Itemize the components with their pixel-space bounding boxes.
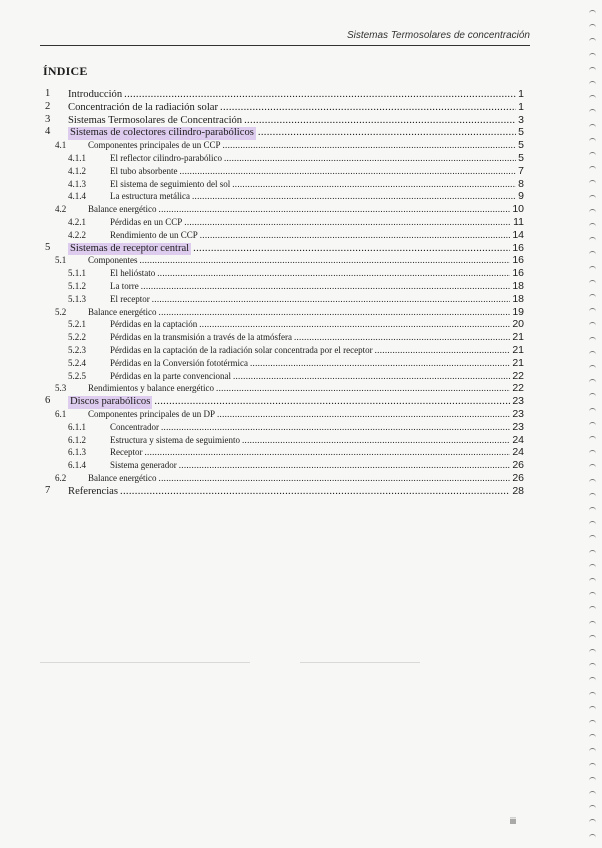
toc-entry-line [68, 114, 524, 128]
binding-hole [589, 507, 596, 511]
toc-entry-line [68, 485, 524, 499]
toc-entry-line [110, 357, 524, 370]
toc-entry-number: 4.2.1 [68, 216, 86, 227]
toc-entry-page: 23 [512, 407, 524, 420]
binding-hole [589, 791, 596, 795]
toc-dot-leader [242, 434, 510, 447]
toc-entry-number: 7 [45, 484, 51, 496]
binding-hole [589, 422, 596, 426]
toc-entry [0, 165, 602, 178]
toc-entry-line [110, 152, 524, 165]
toc-entry [0, 318, 602, 331]
toc-entry-line [88, 254, 524, 267]
toc-dot-leader [120, 486, 510, 499]
binding-hole [589, 748, 596, 752]
toc-entry-title: Pérdidas en la captación [110, 319, 198, 330]
toc-entry-line [110, 434, 524, 447]
binding-hole [589, 109, 596, 113]
binding-hole [589, 550, 596, 554]
toc-entry-title: Balance energético [88, 472, 157, 483]
toc-dot-leader [144, 446, 510, 459]
toc-entry-page: 5 [518, 139, 524, 152]
toc-entry-title: Componentes principales de un CCP [88, 140, 221, 151]
toc-dot-leader [179, 165, 516, 178]
toc-entry-line [68, 101, 524, 115]
toc-entry-title: Balance energético [88, 204, 157, 215]
binding-hole [589, 138, 596, 142]
toc-entry [0, 229, 602, 242]
toc-entry-number: 6.1.3 [68, 447, 86, 458]
toc-entry-page: 24 [512, 446, 524, 459]
binding-hole [589, 393, 596, 397]
toc-entry-number: 6.1 [55, 408, 67, 419]
toc-entry [0, 267, 602, 280]
toc-entry-line [68, 126, 524, 140]
binding-hole [589, 464, 596, 468]
toc-entry [0, 306, 602, 319]
binding-hole [589, 493, 596, 497]
toc-entry-page: 21 [512, 331, 524, 344]
toc-entry-page: 24 [512, 433, 524, 446]
binding-hole [589, 734, 596, 738]
toc-entry-line [110, 293, 524, 306]
toc-dot-leader [192, 190, 516, 203]
toc-dot-leader [233, 370, 510, 383]
toc-entry-line [88, 306, 524, 319]
binding-hole [589, 720, 596, 724]
toc-entry-title: Pérdidas en la captación de la radiación solar concentrada por el receptor [110, 344, 373, 355]
toc-dot-leader [294, 331, 510, 344]
toc-entry-title: Discos parabólicos [70, 396, 151, 408]
toc-entry [0, 408, 602, 421]
toc-entry-number: 1 [45, 88, 51, 99]
toc-entry-number: 5.1.1 [68, 268, 86, 279]
toc-entry-page: 18 [512, 292, 524, 305]
toc-entry-line [88, 472, 524, 485]
toc-entry-line [88, 382, 524, 395]
binding-hole [589, 266, 596, 270]
toc-entry-number: 5.3 [55, 383, 67, 394]
toc-entry [0, 293, 602, 306]
toc-entry-line [110, 216, 524, 229]
binding-hole [589, 663, 596, 667]
toc-entry-line [110, 178, 524, 191]
binding-hole [589, 649, 596, 653]
toc-entry-page: 23 [512, 420, 524, 433]
toc-entry-number: 4.1.2 [68, 165, 86, 176]
toc-entry-number: 5.2 [55, 306, 67, 317]
toc-entry [0, 88, 602, 101]
binding-hole [589, 180, 596, 184]
toc-entry-line [68, 242, 524, 256]
toc-entry [0, 280, 602, 293]
binding-hole [589, 819, 596, 823]
toc-entry-page: 5 [518, 151, 524, 164]
binding-hole [589, 280, 596, 284]
toc-entry-number: 3 [45, 113, 51, 125]
toc-entry-title: Pérdidas en la parte convencional [110, 370, 231, 381]
toc-entry-page: 9 [518, 190, 524, 203]
binding-hole [589, 677, 596, 681]
toc-entry-title: Receptor [110, 447, 143, 458]
binding-hole [589, 166, 596, 170]
toc-entry [0, 382, 602, 395]
toc-entry-number: 5.2.1 [68, 319, 86, 330]
binding-hole [589, 521, 596, 525]
toc-dot-leader [159, 472, 511, 485]
toc-entry-number: 5.1.3 [68, 293, 86, 304]
binding-hole [589, 805, 596, 809]
binding-hole [589, 251, 596, 255]
binding-hole [589, 152, 596, 156]
binding-hole [589, 351, 596, 355]
binding-hole [589, 209, 596, 213]
toc-entry [0, 242, 602, 255]
toc-entry-page: 16 [512, 241, 524, 254]
toc-entry-line [110, 165, 524, 178]
toc-heading: ÍNDICE [43, 64, 88, 78]
binding-hole [589, 592, 596, 596]
toc-dot-leader [223, 139, 517, 152]
binding-hole [589, 53, 596, 57]
toc-entry-number: 6.1.1 [68, 421, 86, 432]
toc-entry-number: 5.2.4 [68, 357, 86, 368]
toc-entry [0, 216, 602, 229]
binding-hole [589, 635, 596, 639]
toc-entry-page: 5 [518, 126, 524, 139]
binding-hole [589, 81, 596, 85]
toc-entry-page: 20 [512, 318, 524, 331]
toc-entry-page: 16 [512, 254, 524, 267]
binding-hole [589, 479, 596, 483]
toc-entry-page: 28 [512, 484, 524, 497]
toc-entry-page: 23 [512, 395, 524, 408]
toc-entry-line [110, 421, 524, 434]
toc-entry-line [88, 139, 524, 152]
toc-entry [0, 434, 602, 447]
toc-entry-line [68, 395, 524, 409]
binding-hole [589, 223, 596, 227]
binding-hole [589, 195, 596, 199]
toc-entry [0, 344, 602, 357]
toc-dot-leader [157, 267, 510, 280]
toc-entry-page: 7 [518, 164, 524, 177]
binding-hole [589, 10, 596, 14]
toc-entry [0, 126, 602, 139]
binding-hole [589, 95, 596, 99]
toc-dot-leader [141, 280, 511, 293]
binding-hole [589, 322, 596, 326]
page-number: iii [510, 816, 516, 826]
toc-entry-line [110, 344, 524, 357]
toc-entry-title: El reflector cilindro-parabólico [110, 152, 222, 163]
toc-entry-page: 22 [512, 382, 524, 395]
toc-entry-number: 4.1 [55, 140, 67, 151]
running-header: Sistemas Termosolares de concentración [346, 30, 530, 41]
toc-entry-title: Rendimiento de un CCP [110, 229, 198, 240]
toc-dot-leader [217, 408, 510, 421]
toc-entry-page: 8 [518, 177, 524, 190]
toc-dot-leader [140, 254, 511, 267]
toc-entry-title: El helióstato [110, 268, 156, 279]
toc-entry-number: 5.2.2 [68, 332, 86, 343]
toc-dot-leader [199, 318, 510, 331]
toc-dot-leader [152, 293, 511, 306]
toc-entry [0, 459, 602, 472]
toc-entry-page: 26 [512, 471, 524, 484]
toc-entry-title: Concentración de la radiación solar [68, 101, 219, 113]
spiral-binding [586, 10, 596, 848]
toc-entry-line [110, 318, 524, 331]
toc-entry [0, 101, 602, 114]
binding-hole [589, 763, 596, 767]
toc-entry-number: 4.1.1 [68, 152, 86, 163]
toc-entry-page: 1 [518, 100, 524, 113]
binding-hole [589, 408, 596, 412]
toc-entry-title: Sistemas de colectores cilindro-parabólicos [70, 127, 254, 139]
binding-hole [589, 692, 596, 696]
toc-entry [0, 370, 602, 383]
toc-entry-line [110, 267, 524, 280]
toc-entry-line [110, 190, 524, 203]
toc-entry-number: 4.2 [55, 204, 67, 215]
binding-hole [589, 578, 596, 582]
toc-entry [0, 485, 602, 498]
toc-entry-title: Pérdidas en la Conversión fototérmica [110, 357, 248, 368]
toc-entry-line [88, 203, 524, 216]
binding-hole [589, 436, 596, 440]
toc-dot-leader [232, 178, 516, 191]
toc-entry-line [110, 229, 524, 242]
toc-dot-leader [200, 229, 511, 242]
toc-dot-leader [159, 203, 511, 216]
toc-entry-number: 5.1.2 [68, 280, 86, 291]
binding-hole [589, 535, 596, 539]
toc-entry [0, 190, 602, 203]
toc-entry-title: Concentrador [110, 421, 159, 432]
toc-entry-title: Componentes principales de un DP [88, 408, 215, 419]
toc-entry-title: Introducción [68, 89, 123, 100]
binding-hole [589, 308, 596, 312]
binding-hole [589, 24, 596, 28]
toc-entry-title: El tubo absorbente [110, 165, 178, 176]
binding-hole [589, 38, 596, 42]
toc-entry-title: Pérdidas en un CCP [110, 216, 183, 227]
toc-entry-line [88, 408, 524, 421]
binding-hole [589, 706, 596, 710]
toc-entry [0, 446, 602, 459]
toc-entry [0, 254, 602, 267]
toc-entry [0, 203, 602, 216]
scan-mark [40, 662, 250, 663]
toc-entry-title: Sistema generador [110, 460, 177, 471]
toc-entry [0, 395, 602, 408]
toc-entry [0, 472, 602, 485]
binding-hole [589, 621, 596, 625]
toc-entry-title: El sistema de seguimiento del sol [110, 178, 231, 189]
binding-hole [589, 834, 596, 838]
toc-entry-page: 18 [512, 279, 524, 292]
toc-dot-leader [224, 152, 516, 165]
toc-entry-title: El receptor [110, 293, 150, 304]
toc-entry-page: 19 [512, 305, 524, 318]
toc-dot-leader [216, 382, 510, 395]
toc-entry [0, 357, 602, 370]
toc-dot-leader [159, 306, 511, 319]
toc-entry-number: 5.1 [55, 255, 67, 266]
toc-entry-number: 6.1.2 [68, 434, 86, 445]
toc-entry-number: 5.2.3 [68, 344, 86, 355]
toc-entry-number: 5.2.5 [68, 370, 86, 381]
toc-entry-title: Referencias [68, 485, 118, 497]
scan-mark [300, 662, 420, 663]
binding-hole [589, 365, 596, 369]
toc-entry-title: La torre [110, 280, 139, 291]
toc-entry-number: 4.1.3 [68, 178, 86, 189]
toc-entry [0, 114, 602, 127]
toc-entry-title: Balance energético [88, 306, 157, 317]
toc-entry [0, 139, 602, 152]
toc-entry-page: 11 [513, 215, 524, 228]
toc-entry-page: 21 [512, 356, 524, 369]
toc-entry-line [110, 459, 524, 472]
binding-hole [589, 777, 596, 781]
toc-entry-page: 14 [512, 228, 524, 241]
toc-entry-number: 6.1.4 [68, 460, 86, 471]
binding-hole [589, 237, 596, 241]
toc-entry-page: 10 [512, 203, 524, 216]
toc-dot-leader [161, 421, 510, 434]
toc-entry [0, 178, 602, 191]
header-rule [40, 45, 530, 46]
toc-entry-line [110, 280, 524, 293]
toc-entry-title: Estructura y sistema de seguimiento [110, 434, 240, 445]
toc-dot-leader [250, 357, 510, 370]
toc-entry-title: Pérdidas en la transmisión a través de la atmósfera [110, 332, 292, 343]
binding-hole [589, 564, 596, 568]
toc-entry-page: 21 [512, 343, 524, 356]
toc-entry-number: 6 [45, 395, 51, 407]
toc-entry-number: 6.2 [55, 472, 67, 483]
binding-hole [589, 294, 596, 298]
binding-hole [589, 606, 596, 610]
toc-entry-title: Componentes [88, 255, 138, 266]
toc-entry-page: 16 [512, 267, 524, 280]
toc-entry-line [110, 370, 524, 383]
toc-entry-number: 5 [45, 241, 51, 253]
toc-entry-number: 4 [45, 126, 51, 138]
toc-entry [0, 152, 602, 165]
toc-dot-leader [184, 216, 511, 229]
toc-dot-leader [179, 459, 511, 472]
toc-entry-number: 4.2.2 [68, 229, 86, 240]
toc-entry-page: 22 [512, 369, 524, 382]
toc-entry-page: 26 [512, 459, 524, 472]
binding-hole [589, 379, 596, 383]
toc-entry [0, 331, 602, 344]
binding-hole [589, 67, 596, 71]
toc-entry [0, 421, 602, 434]
toc-dot-leader [375, 344, 511, 357]
toc-entry-line [110, 446, 524, 459]
table-of-contents [0, 88, 602, 498]
binding-hole [589, 450, 596, 454]
toc-entry-title: Sistemas Termosolares de Concentración [68, 114, 243, 126]
toc-entry-title: Rendimientos y balance energético [88, 383, 215, 394]
toc-entry-page: 1 [518, 88, 524, 100]
toc-entry-title: Sistemas de receptor central [70, 242, 190, 254]
toc-entry-number: 2 [45, 100, 51, 112]
toc-entry-number: 4.1.4 [68, 191, 86, 202]
binding-hole [589, 337, 596, 341]
toc-entry-page: 3 [518, 113, 524, 126]
binding-hole [589, 124, 596, 128]
toc-entry-line [68, 88, 524, 102]
toc-entry-title: La estructura metálica [110, 191, 190, 202]
toc-entry-line [110, 331, 524, 344]
